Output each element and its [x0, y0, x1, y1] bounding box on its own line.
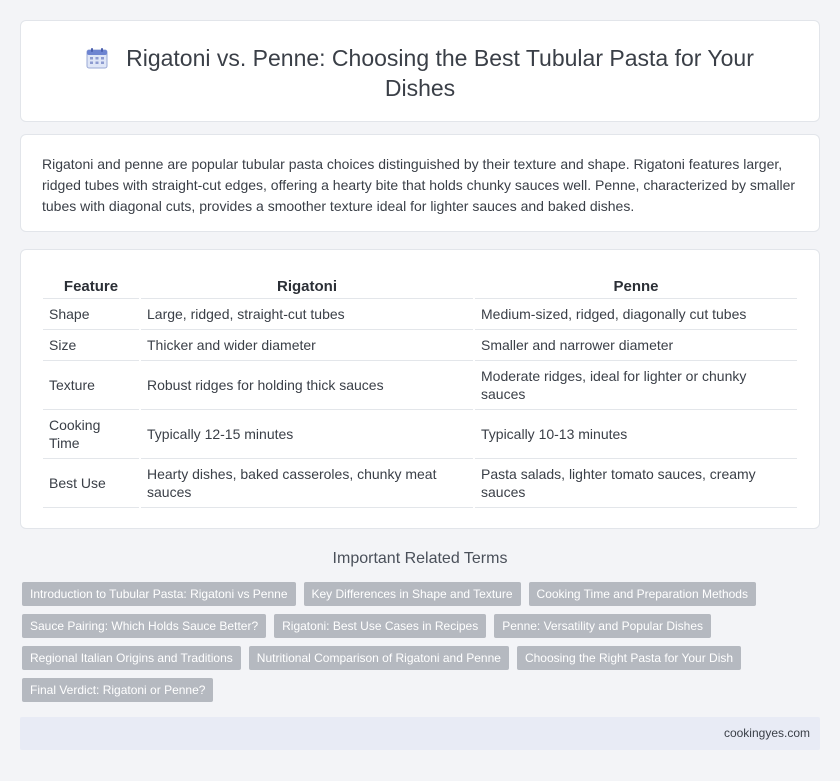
feature-cell: Best Use	[43, 459, 139, 508]
page-title-wrap	[81, 43, 759, 103]
header-penne: Penne	[475, 273, 797, 299]
footer-bar	[20, 717, 820, 750]
intro-paragraph: Rigatoni and penne are popular tubular pasta choices distinguished by their texture and shape. Rigatoni features larger, ridged tubes with straight-cut edges, offering a hearty bite that holds chunky sauces well. Penne, characterized by smaller tubes with diagonal cuts, provides a smoother texture ideal for lighter sauces and baked dishes.	[42, 156, 796, 214]
penne-cell: Pasta salads, lighter tomato sauces, creamy sauces	[475, 459, 797, 508]
related-term-tag[interactable]: Final Verdict: Rigatoni or Penne?	[22, 678, 213, 702]
related-term-tag[interactable]: Key Differences in Shape and Texture	[304, 582, 521, 606]
table-row	[43, 330, 797, 361]
tag-row	[22, 646, 812, 670]
rigatoni-cell: Typically 12-15 minutes	[141, 410, 473, 459]
rigatoni-cell: Large, ridged, straight-cut tubes	[141, 299, 473, 330]
header-rigatoni: Rigatoni	[141, 273, 473, 299]
related-term-tag[interactable]: Nutritional Comparison of Rigatoni and Penne	[249, 646, 509, 670]
comparison-table	[41, 273, 799, 508]
comparison-table-card	[20, 249, 820, 529]
penne-cell: Typically 10-13 minutes	[475, 410, 797, 459]
table-row	[43, 410, 797, 459]
penne-cell: Moderate ridges, ideal for lighter or chunky sauces	[475, 361, 797, 410]
feature-cell: Shape	[43, 299, 139, 330]
penne-cell: Medium-sized, ridged, diagonally cut tubes	[475, 299, 797, 330]
tag-row	[22, 614, 812, 638]
feature-cell: Cooking Time	[43, 410, 139, 459]
related-terms-title: Important Related Terms	[332, 550, 508, 567]
table-header-row	[43, 273, 797, 299]
rigatoni-cell: Thicker and wider diameter	[141, 330, 473, 361]
feature-cell: Size	[43, 330, 139, 361]
related-term-tag[interactable]: Cooking Time and Preparation Methods	[529, 582, 756, 606]
related-term-tag[interactable]: Introduction to Tubular Pasta: Rigatoni vs Penne	[22, 582, 296, 606]
related-terms-list	[22, 582, 812, 710]
related-term-tag[interactable]: Rigatoni: Best Use Cases in Recipes	[274, 614, 486, 638]
related-term-tag[interactable]: Sauce Pairing: Which Holds Sauce Better?	[22, 614, 266, 638]
feature-cell: Texture	[43, 361, 139, 410]
penne-cell: Smaller and narrower diameter	[475, 330, 797, 361]
tag-row	[22, 582, 812, 606]
header-card	[20, 20, 820, 122]
site-credit-link[interactable]: cookingyes.com	[723, 726, 810, 740]
page-title: Rigatoni vs. Penne: Choosing the Best Tubular Pasta for Your Dishes	[126, 45, 754, 101]
rigatoni-cell: Hearty dishes, baked casseroles, chunky meat sauces	[141, 459, 473, 508]
table-row	[43, 459, 797, 508]
related-term-tag[interactable]: Choosing the Right Pasta for Your Dish	[517, 646, 741, 670]
related-term-tag[interactable]: Penne: Versatility and Popular Dishes	[494, 614, 711, 638]
header-feature: Feature	[43, 273, 139, 299]
rigatoni-cell: Robust ridges for holding thick sauces	[141, 361, 473, 410]
tag-row	[22, 678, 812, 702]
related-term-tag[interactable]: Regional Italian Origins and Traditions	[22, 646, 241, 670]
intro-card	[20, 134, 820, 232]
calendar-icon	[86, 47, 108, 69]
table-row	[43, 299, 797, 330]
table-row	[43, 361, 797, 410]
